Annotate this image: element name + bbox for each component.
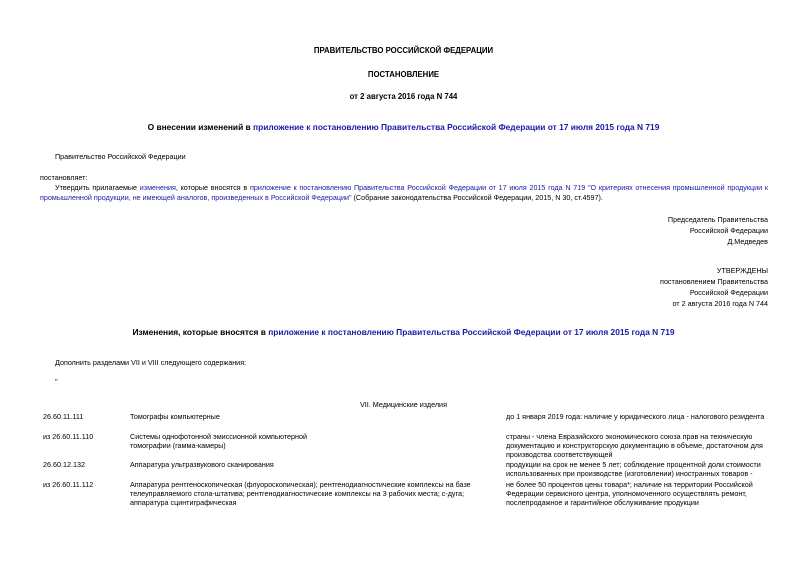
row-4-name: Аппаратура рентгеноскопическая (флуороскопическая); рентгенодиагностические комплексы на базе телеуправляемого стола-штатива; рентгенодиагностические комплексы на 3 рабочих места; c-дуга; аппаратура сцинтиграфическая <box>130 480 471 507</box>
document-date: от 2 августа 2016 года N 744 <box>349 92 458 101</box>
government-heading: ПРАВИТЕЛЬСТВО РОССИЙСКОЙ ФЕДЕРАЦИИ <box>313 46 494 55</box>
title-link[interactable]: приложение к постановлению Правительства Российской Федерации от 17 июля 2015 года N 719 <box>253 122 660 132</box>
row-1-criteria: до 1 января 2019 года: наличие у юридического лица - налогового резидента <box>506 412 765 421</box>
decision-paragraph <box>40 183 768 203</box>
decides-line: постановляет: <box>40 173 88 182</box>
row-4-code: из 26.60.11.112 <box>43 480 94 489</box>
p1-text-a: Утвердить прилагаемые <box>55 183 140 192</box>
row-3-name: Аппаратура ультразвукового сканирования <box>130 460 274 469</box>
approval-block <box>660 265 768 309</box>
government-line: Правительство Российской Федерации <box>55 152 186 161</box>
approval-line-2: постановлением Правительства <box>660 277 768 286</box>
p1-text-c: (Собрание законодательства Российской Федерации, 2015, N 30, ст.4597). <box>351 193 603 202</box>
changes-title-prefix: Изменения, которые вносятся в <box>132 327 269 337</box>
p1-text-b: , которые вносятся в <box>175 183 250 192</box>
quote-mark: " <box>55 377 58 386</box>
row-4-criteria: не более 50 процентов цены товара*; наличие на территории Российской Федерации сервисного центра, уполномоченного осуществлять ремонт, послепродажное и гарантийное обслуживание продукции <box>506 480 753 507</box>
appendix-link[interactable]: приложение к постановлению Правительства Российской Федерации от 17 июля 2015 года N 719 "О критериях отнесения промышленной продукции к промышленной продукции, не имеющей аналогов, произведенных в Российской Федерации" <box>40 183 768 202</box>
row-3-code: 26.60.12.132 <box>43 460 85 469</box>
title-prefix: О внесении изменений в <box>147 122 254 132</box>
approval-line-4: от 2 августа 2016 года N 744 <box>672 299 768 308</box>
changes-link[interactable]: изменения <box>139 183 176 192</box>
row-2-code: из 26.60.11.110 <box>43 432 94 441</box>
approval-line-3: Российской Федерации <box>689 288 768 297</box>
signature-position: Председатель Правительства <box>667 215 768 224</box>
approval-title: УТВЕРЖДЕНЫ <box>716 266 768 275</box>
changes-title-link[interactable]: приложение к постановлению Правительства Российской Федерации от 17 июля 2015 года N 719 <box>268 327 675 337</box>
supplement-line: Дополнить разделами VII и VIII следующего содержания: <box>55 358 247 367</box>
document-title <box>0 122 807 132</box>
row-3-criteria: продукции на срок не менее 5 лет; соблюдение процентной доли стоимости использованных при производстве (изготовлении) иностранных товаров - <box>506 460 761 478</box>
row-2-criteria: страны - члена Евразийского экономического союза прав на техническую документацию и конструкторскую документацию в объеме, достаточном для производства соответствующей <box>506 432 763 459</box>
row-1-code: 26.60.11.111 <box>43 412 84 421</box>
row-2-name: Системы однофотонной эмиссионной компьютерной томографии (гамма-камеры) <box>130 432 308 450</box>
document-type: ПОСТАНОВЛЕНИЕ <box>367 70 440 79</box>
row-1-name: Томографы компьютерные <box>130 412 220 421</box>
signature-block <box>668 214 768 247</box>
section-title: VII. Медицинские изделия <box>360 400 447 409</box>
signature-org: Российской Федерации <box>689 226 768 235</box>
signature-name: Д.Медведев <box>727 237 768 246</box>
changes-title <box>0 327 807 337</box>
